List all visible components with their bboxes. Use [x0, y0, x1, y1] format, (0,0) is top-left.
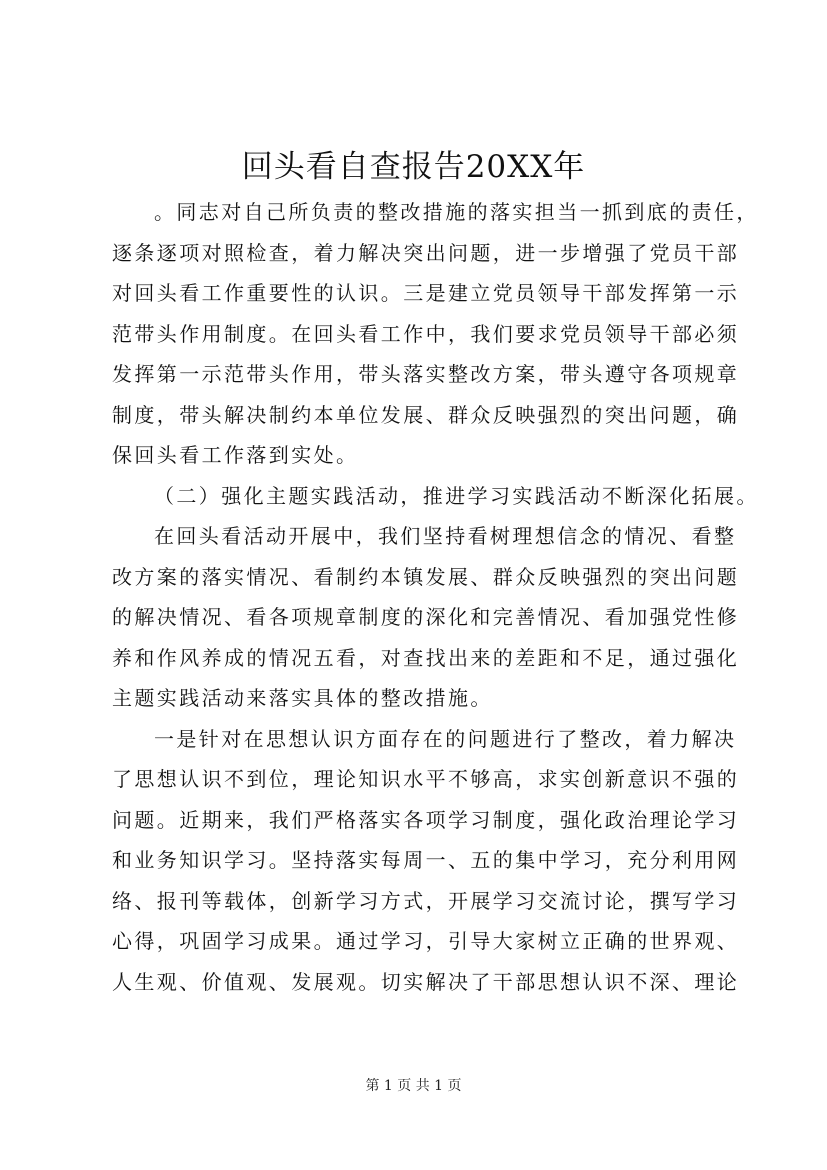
body-line: 人生观、价值观、发展观。切实解决了干部思想认识不深、理论: [112, 969, 740, 994]
page-number: 第 1 页 共 1 页: [365, 1078, 462, 1094]
body-line: 发挥第一示范带头作用，带头落实整改方案，带头遵守各项规章: [112, 362, 740, 386]
document-body: [112, 192, 759, 1002]
body-line: 了思想认识不到位，理论知识水平不够高，求实创新意识不强的: [112, 767, 740, 791]
body-line: 的解决情况、看各项规章制度的深化和完善情况、看加强党性修: [112, 605, 740, 629]
body-line: 范带头作用制度。在回头看工作中，我们要求党员领导干部必须: [112, 321, 740, 346]
body-line: 逐条逐项对照检查，着力解决突出问题，进一步增强了党员干部: [112, 240, 740, 265]
body-line: 络、报刊等载体，创新学习方式，开展学习交流讨论，撰写学习: [112, 888, 740, 913]
body-line: 在回头看活动开展中，我们坚持看树理想信念的情况、看整: [154, 524, 737, 548]
document-title: 回头看自查报告20XX年: [241, 149, 586, 185]
body-line: 心得，巩固学习成果。通过学习，引导大家树立正确的世界观、: [112, 929, 740, 953]
body-line: 对回头看工作重要性的认识。三是建立党员领导干部发挥第一示: [112, 281, 740, 305]
body-line: 和业务知识学习。坚持落实每周一、五的集中学习，充分利用网: [112, 848, 740, 872]
body-line: 问题。近期来，我们严格落实各项学习制度，强化政治理论学习: [112, 807, 740, 832]
body-line: 改方案的落实情况、看制约本镇发展、群众反映强烈的突出问题: [112, 564, 740, 589]
body-line: 保回头看工作落到实处。: [112, 443, 359, 467]
section-heading: （二）强化主题实践活动，推进学习实践活动不断深化拓展。: [154, 483, 759, 508]
body-line: 一是针对在思想认识方面存在的问题进行了整改，着力解决: [154, 726, 737, 751]
body-line: 主题实践活动来落实具体的整改措施。: [112, 686, 493, 710]
body-line: 。同志对自己所负责的整改措施的落实担当一抓到底的责任，: [154, 200, 759, 224]
body-line: 制度，带头解决制约本单位发展、群众反映强烈的突出问题，确: [112, 402, 740, 427]
body-line: 养和作风养成的情况五看，对查找出来的差距和不足，通过强化: [112, 645, 740, 670]
